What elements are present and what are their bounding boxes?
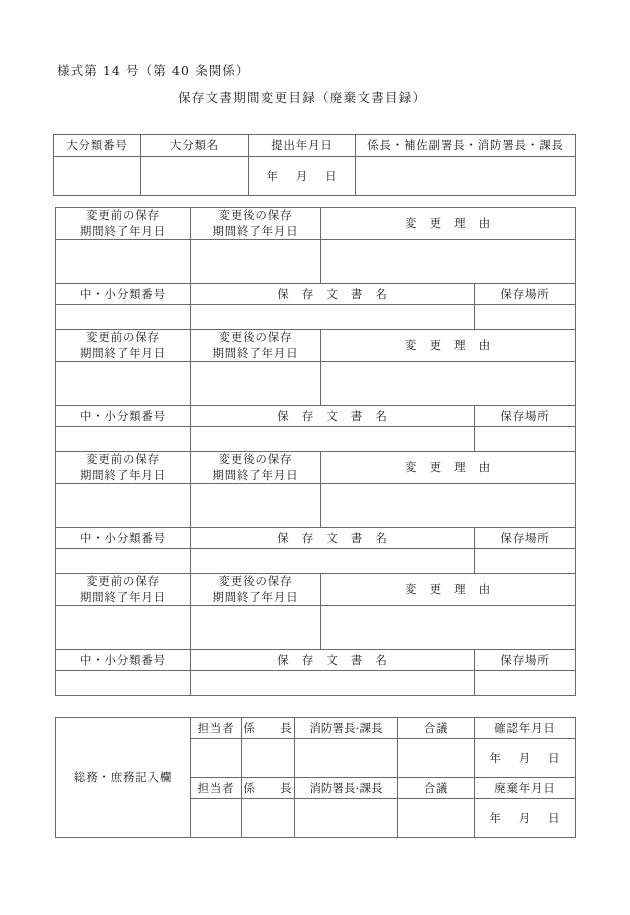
label-storage-place-3: 保存場所 xyxy=(475,528,576,549)
field-before-period-1[interactable] xyxy=(56,240,191,284)
label-classification-no-1: 中・小分類番号 xyxy=(56,284,191,305)
label-change-reason-3: 変 更 理 由 xyxy=(321,452,576,484)
label-after-period-4: 変更後の保存 期間終了年月日 xyxy=(191,574,321,606)
admin-row1-header xyxy=(56,718,576,739)
header-table-value-row xyxy=(54,157,576,196)
label-change-reason-4: 変 更 理 由 xyxy=(321,574,576,606)
day-label: 日 xyxy=(325,168,338,183)
field-change-reason-3[interactable] xyxy=(321,484,576,528)
label-storage-place-4: 保存場所 xyxy=(475,650,576,671)
header-table-header-row xyxy=(54,135,576,157)
column-header-submission-date: 提出年月日 xyxy=(249,135,356,157)
entry-block-3-period-value-row xyxy=(56,484,576,528)
entry-block-3-doc-header-row xyxy=(56,528,576,549)
field-change-reason-2[interactable] xyxy=(321,362,576,406)
month-label: 月 xyxy=(518,750,532,765)
label-section-chief-1: 係 長 xyxy=(242,718,295,739)
label-admin-section: 総務・庶務記入欄 xyxy=(56,718,191,838)
field-change-reason-4[interactable] xyxy=(321,606,576,650)
field-section-chief-seal-1[interactable] xyxy=(242,739,295,778)
entry-block-3-period-header-row xyxy=(56,452,576,484)
column-header-major-class-no: 大分類番号 xyxy=(54,135,141,157)
field-storage-place-4[interactable] xyxy=(475,671,576,696)
entry-block-4-period-header-row xyxy=(56,574,576,606)
label-before-period-3: 変更前の保存 期間終了年月日 xyxy=(56,452,191,484)
entry-block-1-doc-value-row xyxy=(56,305,576,330)
field-document-name-1[interactable] xyxy=(191,305,475,330)
label-conference-2: 合議 xyxy=(398,778,475,799)
field-after-period-1[interactable] xyxy=(191,240,321,284)
field-classification-no-2[interactable] xyxy=(56,427,191,452)
year-label: 年 xyxy=(489,750,502,765)
day-label: 日 xyxy=(548,810,561,825)
label-document-name-2: 保 存 文 書 名 xyxy=(191,406,475,427)
label-fire-chief-2: 消防署長·課長 xyxy=(295,778,398,799)
year-label: 年 xyxy=(489,810,502,825)
field-classification-no-3[interactable] xyxy=(56,549,191,574)
label-after-period-2: 変更後の保存 期間終了年月日 xyxy=(191,330,321,362)
field-document-name-3[interactable] xyxy=(191,549,475,574)
field-classification-no-1[interactable] xyxy=(56,305,191,330)
column-header-major-class-name: 大分類名 xyxy=(141,135,249,157)
label-classification-no-3: 中・小分類番号 xyxy=(56,528,191,549)
page-title: 保存文書期間変更目録（廃棄文書目録） xyxy=(178,90,427,105)
field-after-period-2[interactable] xyxy=(191,362,321,406)
label-before-period-2: 変更前の保存 期間終了年月日 xyxy=(56,330,191,362)
entry-block-2-period-value-row xyxy=(56,362,576,406)
field-storage-place-2[interactable] xyxy=(475,427,576,452)
label-before-period-1: 変更前の保存 期間終了年月日 xyxy=(56,208,191,240)
month-label: 月 xyxy=(295,168,309,183)
date-placeholder xyxy=(490,750,561,766)
label-storage-place-1: 保存場所 xyxy=(475,284,576,305)
entry-block-4-period-value-row xyxy=(56,606,576,650)
year-label: 年 xyxy=(266,168,279,183)
label-confirm-date: 確認年月日 xyxy=(475,718,576,739)
entry-block-1-doc-header-row xyxy=(56,284,576,305)
field-conference-seal-2[interactable] xyxy=(398,799,475,838)
label-document-name-4: 保 存 文 書 名 xyxy=(191,650,475,671)
label-conference-1: 合議 xyxy=(398,718,475,739)
entry-block-2-doc-header-row xyxy=(56,406,576,427)
field-confirm-date[interactable] xyxy=(475,739,576,778)
field-section-chief-seal-2[interactable] xyxy=(242,799,295,838)
label-after-period-1: 変更後の保存 期間終了年月日 xyxy=(191,208,321,240)
label-fire-chief-1: 消防署長·課長 xyxy=(295,718,398,739)
form-number: 様式第 14 号（第 40 条関係） xyxy=(57,63,250,78)
entry-block-3-doc-value-row xyxy=(56,549,576,574)
field-before-period-2[interactable] xyxy=(56,362,191,406)
label-section-chief-2: 係 長 xyxy=(242,778,295,799)
field-document-name-4[interactable] xyxy=(191,671,475,696)
field-major-class-no[interactable] xyxy=(54,157,141,196)
date-placeholder xyxy=(490,810,561,826)
field-conference-seal-1[interactable] xyxy=(398,739,475,778)
field-disposal-date[interactable] xyxy=(475,799,576,838)
day-label: 日 xyxy=(548,750,561,765)
field-after-period-4[interactable] xyxy=(191,606,321,650)
field-submission-date[interactable] xyxy=(249,157,356,196)
entry-block-2-period-header-row xyxy=(56,330,576,362)
field-fire-chief-seal-1[interactable] xyxy=(295,739,398,778)
label-storage-place-2: 保存場所 xyxy=(475,406,576,427)
field-storage-place-1[interactable] xyxy=(475,305,576,330)
label-person-in-charge-1: 担当者 xyxy=(191,718,242,739)
field-classification-no-4[interactable] xyxy=(56,671,191,696)
admin-record-table xyxy=(55,717,576,838)
label-classification-no-4: 中・小分類番号 xyxy=(56,650,191,671)
entry-main-table xyxy=(55,207,576,696)
month-label: 月 xyxy=(518,810,532,825)
entry-block-1-period-value-row xyxy=(56,240,576,284)
classification-header-table xyxy=(53,134,576,196)
column-header-approvers: 係長・補佐副署長・消防署長・課長 xyxy=(356,135,576,157)
field-person-in-charge-seal-2[interactable] xyxy=(191,799,242,838)
field-after-period-3[interactable] xyxy=(191,484,321,528)
label-change-reason-1: 変 更 理 由 xyxy=(321,208,576,240)
entry-block-4-doc-header-row xyxy=(56,650,576,671)
field-approver-seals[interactable] xyxy=(356,157,576,196)
label-person-in-charge-2: 担当者 xyxy=(191,778,242,799)
label-document-name-1: 保 存 文 書 名 xyxy=(191,284,475,305)
date-placeholder xyxy=(267,168,338,184)
label-change-reason-2: 変 更 理 由 xyxy=(321,330,576,362)
label-before-period-4: 変更前の保存 期間終了年月日 xyxy=(56,574,191,606)
field-before-period-4[interactable] xyxy=(56,606,191,650)
field-fire-chief-seal-2[interactable] xyxy=(295,799,398,838)
label-document-name-3: 保 存 文 書 名 xyxy=(191,528,475,549)
entry-block-1-period-header-row xyxy=(56,208,576,240)
field-major-class-name[interactable] xyxy=(141,157,249,196)
label-disposal-date: 廃棄年月日 xyxy=(475,778,576,799)
field-storage-place-3[interactable] xyxy=(475,549,576,574)
field-change-reason-1[interactable] xyxy=(321,240,576,284)
field-person-in-charge-seal-1[interactable] xyxy=(191,739,242,778)
entry-block-2-doc-value-row xyxy=(56,427,576,452)
field-document-name-2[interactable] xyxy=(191,427,475,452)
label-after-period-3: 変更後の保存 期間終了年月日 xyxy=(191,452,321,484)
field-before-period-3[interactable] xyxy=(56,484,191,528)
entry-block-4-doc-value-row xyxy=(56,671,576,696)
label-classification-no-2: 中・小分類番号 xyxy=(56,406,191,427)
